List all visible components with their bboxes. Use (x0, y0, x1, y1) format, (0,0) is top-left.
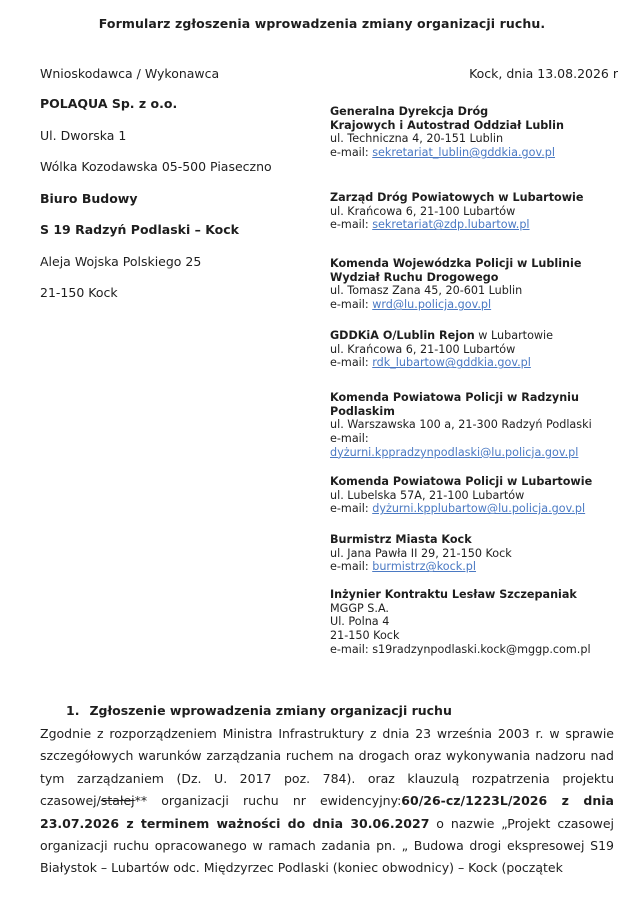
section-number: 1. (66, 703, 80, 718)
body-strikethrough: stałej (100, 793, 135, 809)
recipient-block (330, 475, 630, 516)
email-label: e-mail: (330, 502, 373, 516)
recipient-email-link[interactable]: rdk_lubartow@gddkia.gov.pl (372, 356, 531, 370)
recipient-name: Komenda Powiatowa Policji w Lubartowie (330, 475, 593, 488)
recipient-email-row (330, 643, 630, 657)
recipient-block (330, 391, 630, 460)
body-text-part3: o nazwie „Projekt czasowej organizacji ruchu opracowanego w ramach zadania pn. „ Budowa drogi ekspresowej S19 Białystok – Lubartów odc. Międzyrzec Podlaski (koniec obwodnicy) – Kock (początek (40, 815, 614, 876)
recipient-email-row (330, 146, 630, 160)
recipient-block (330, 588, 630, 657)
date-line: Kock, dnia 13.08.2026 r (469, 66, 618, 81)
recipient-email-link[interactable]: sekretariat@zdp.lubartow.pl (372, 218, 530, 232)
recipient-block (330, 191, 630, 232)
recipient-name: Komenda Powiatowa Policji w Radzyniu (330, 391, 579, 404)
body-text-part2: ** organizacji ruchu nr ewidencyjny: (134, 793, 402, 809)
applicant-street: Ul. Dworska 1 (40, 127, 127, 143)
recipient-email-link[interactable]: burmistrz@kock.pl (372, 560, 477, 574)
recipient-block (330, 329, 630, 370)
recipient-name: Burmistrz Miasta Kock (330, 533, 472, 546)
recipient-address: ul. Tomasz Zana 45, 20-601 Lublin (330, 284, 523, 298)
recipient-email-link: s19radzynpodlaski.kock@mggp.com.pl (372, 642, 591, 656)
applicant-block (40, 96, 325, 317)
recipient-email-row (330, 446, 630, 460)
section-title-text: Zgłoszenie wprowadzenia zmiany organizacji ruchu (89, 703, 452, 718)
body-paragraph (40, 723, 614, 880)
recipient-block (330, 105, 630, 160)
recipient-email-row (330, 298, 630, 312)
office-label: Biuro Budowy (40, 190, 138, 206)
applicant-city: Wólka Kozodawska 05-500 Piaseczno (40, 159, 272, 174)
recipient-address: Ul. Polna 4 (330, 615, 390, 629)
recipient-name: Wydział Ruchu Drogowego (330, 270, 499, 284)
recipient-name: Podlaskim (330, 404, 395, 418)
email-label: e-mail: (330, 146, 373, 160)
email-label: e-mail: (330, 218, 373, 232)
email-label: e-mail: (330, 356, 373, 370)
applicant-company: POLAQUA Sp. z o.o. (40, 96, 178, 111)
body-text-part1: Zgodnie z rozporządzeniem Ministra Infrastruktury z dnia 23 września 2003 r. w sprawie szczegółowych warunków zarządzania ruchem na drogach oraz wykonywania nadzoru nad tym zarządzaniem (Dz. U. 2017 poz. 784). oraz klauzulą rozpatrzenia projektu czasowej/ (40, 726, 614, 809)
email-label: e-mail: (330, 432, 369, 446)
form-title: Formularz zgłoszenia wprowadzenia zmiany organizacji ruchu. (98, 16, 546, 31)
recipient-email-link[interactable]: dyżurni.kpplubartow@lu.policja.gov.pl (372, 502, 586, 516)
project-label: S 19 Radzyń Podlaski – Kock (40, 222, 239, 237)
email-label: e-mail: (330, 560, 373, 574)
body-bold-reference: 60/26-cz/1223L/2026 z dnia 23.07.2026 z terminem ważności do dnia 30.06.2027 (40, 793, 614, 831)
email-label: e-mail: (330, 642, 373, 656)
recipient-address: MGGP S.A. (330, 601, 389, 615)
recipient-name: Inżynier Kontraktu Lesław Szczepaniak (330, 588, 577, 601)
recipient-address: ul. Krańcowa 6, 21-100 Lubartów (330, 204, 516, 218)
office-street: Aleja Wojska Polskiego 25 (40, 253, 202, 269)
recipient-address: 21-150 Kock (330, 629, 400, 643)
recipient-email-row (330, 356, 630, 370)
recipient-email-row (330, 560, 630, 574)
recipient-name-bold: GDDKiA O/Lublin Rejon (330, 329, 475, 342)
recipient-name (330, 329, 630, 343)
recipient-name: Generalna Dyrekcja Dróg (330, 105, 489, 118)
recipient-email-link[interactable]: sekretariat_lublin@gddkia.gov.pl (372, 146, 555, 160)
recipient-address: ul. Techniczna 4, 20-151 Lublin (330, 132, 504, 146)
recipient-name: Krajowych i Autostrad Oddział Lublin (330, 118, 564, 132)
recipient-name: Zarząd Dróg Powiatowych w Lubartowie (330, 191, 584, 204)
applicant-label: Wnioskodawca / Wykonawca (40, 66, 220, 81)
recipient-address: ul. Warszawska 100 a, 21-300 Radzyń Podlaski (330, 418, 592, 432)
recipient-name: Komenda Wojewódzka Policji w Lublinie (330, 257, 582, 270)
recipient-email-row (330, 502, 630, 516)
recipient-email-row (330, 218, 630, 232)
recipient-email-link[interactable]: wrd@lu.policja.gov.pl (372, 298, 492, 312)
recipient-email-row (330, 432, 630, 446)
section-heading (66, 703, 452, 718)
email-label: e-mail: (330, 298, 373, 312)
recipient-block (330, 533, 630, 574)
recipient-email-link[interactable]: dyżurni.kppradzynpodlaski@lu.policja.gov.pl (330, 445, 579, 459)
recipient-address: ul. Lubelska 57A, 21-100 Lubartów (330, 488, 525, 502)
recipient-address: ul. Krańcowa 6, 21-100 Lubartów (330, 342, 516, 356)
recipient-name-suffix: w Lubartowie (474, 329, 554, 342)
recipient-block (330, 257, 630, 312)
recipient-address: ul. Jana Pawła II 29, 21-150 Kock (330, 546, 512, 560)
office-city: 21-150 Kock (40, 285, 118, 300)
